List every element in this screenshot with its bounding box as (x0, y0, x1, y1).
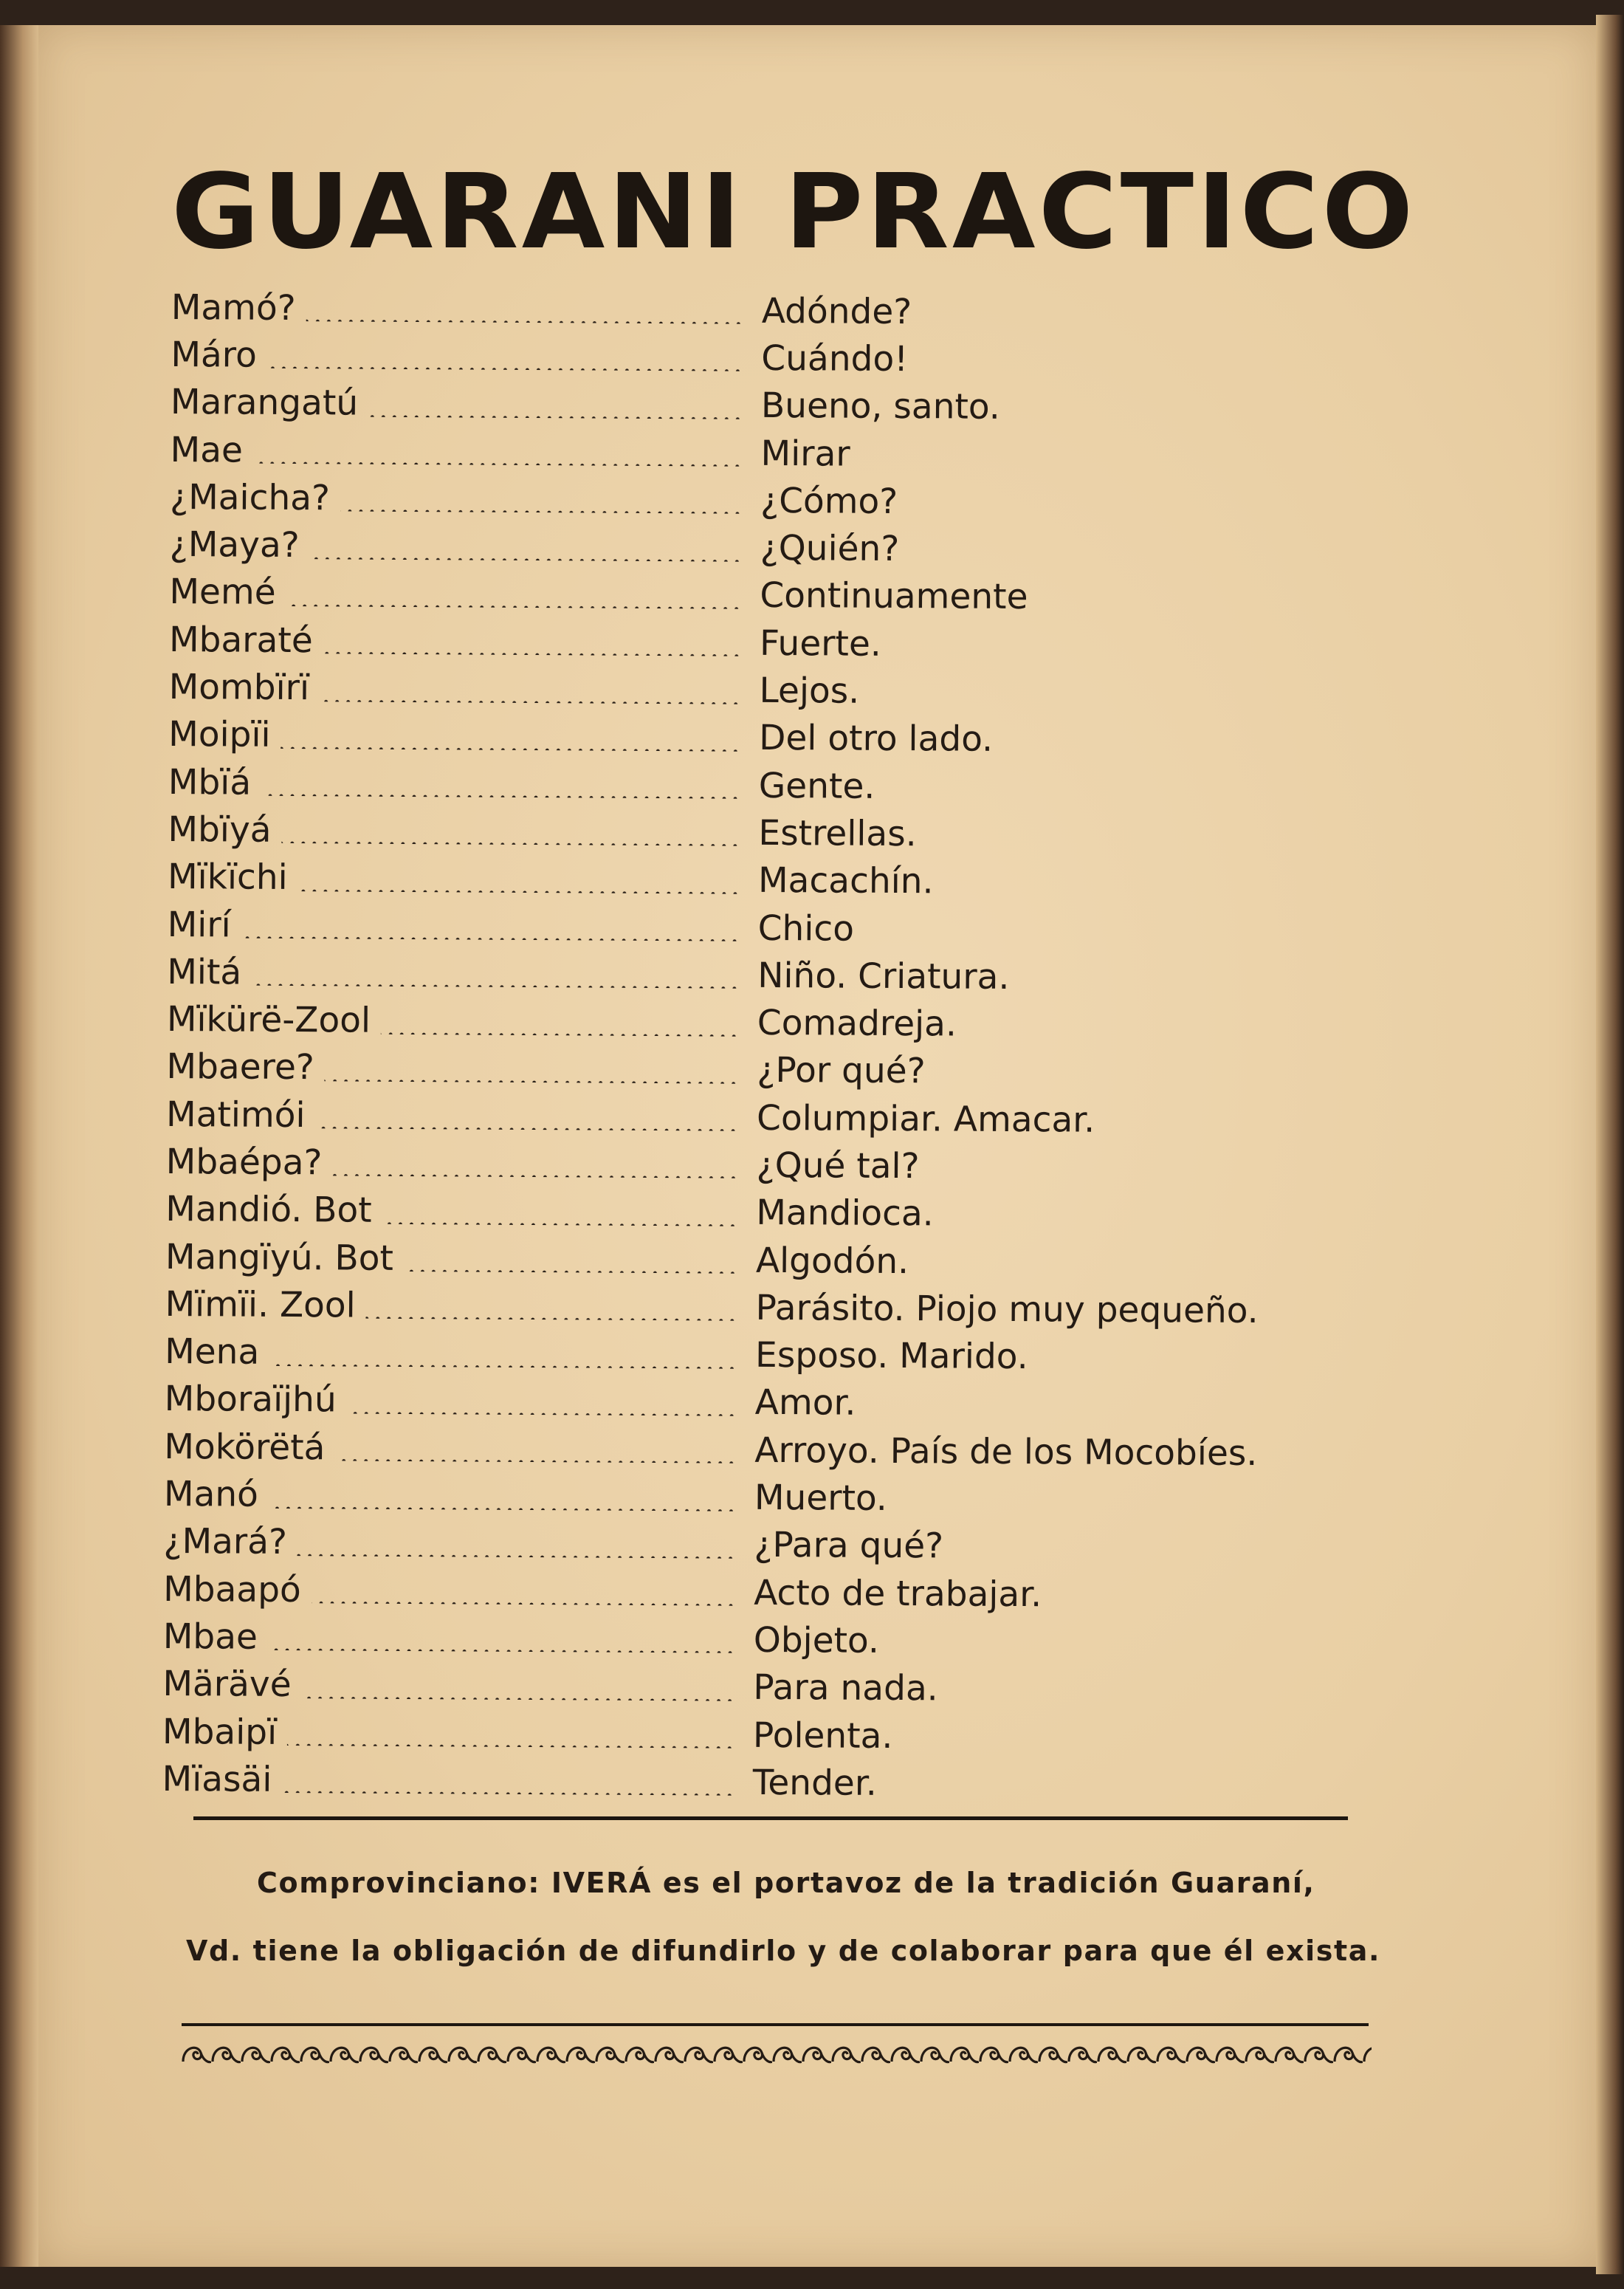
dot-leader (261, 781, 741, 799)
entry-term: Marangatú (170, 382, 359, 424)
dot-leader (252, 971, 740, 989)
entry-meaning: Muerto. (754, 1477, 888, 1520)
dot-leader (269, 1351, 737, 1369)
glossary-entry (165, 1376, 1360, 1430)
entry-meaning: Columpiar. Amacar. (756, 1097, 1095, 1141)
entry-meaning: Mirar (760, 433, 850, 475)
dot-leader (315, 1113, 739, 1131)
glossary-entry (163, 1518, 1359, 1573)
entry-term: Mboraïjhú (164, 1379, 337, 1421)
entry-term: Mbaapó (163, 1568, 301, 1610)
glossary-entry (164, 1423, 1360, 1478)
entry-meaning: Bueno, santo. (760, 385, 1000, 428)
dot-leader (302, 1684, 736, 1701)
entry-meaning: Cuándo! (761, 337, 909, 380)
entry-term: Mïmïi. Zool (165, 1283, 356, 1326)
glossary-entry (170, 473, 1366, 528)
glossary-entry (171, 379, 1366, 433)
glossary-entry (166, 1138, 1362, 1192)
glossary-entry (166, 1043, 1362, 1098)
entry-meaning: Estrellas. (758, 812, 917, 855)
dot-leader (268, 1636, 736, 1653)
entry-meaning: Parásito. Piojo muy pequeño. (755, 1287, 1259, 1331)
entry-term: Mbaépa? (165, 1141, 323, 1184)
glossary-entry (164, 1470, 1360, 1525)
dot-leader (267, 354, 744, 371)
dot-leader (404, 1257, 738, 1274)
glossary-entry (169, 569, 1365, 623)
entry-term: Märävé (162, 1664, 292, 1706)
entry-term: Mïasäi (162, 1758, 272, 1800)
glossary-entry (170, 426, 1366, 481)
entry-meaning: ¿Quién? (760, 528, 900, 570)
entry-term: Mbaere? (166, 1046, 314, 1088)
entry-term: ¿Maya? (169, 524, 300, 566)
notice-line-1: Comprovinciano: IVERÁ es el portavoz de la tradición Guaraní, (257, 1867, 1315, 1899)
glossary-entry (167, 995, 1363, 1050)
right-page-edge (1596, 15, 1624, 2274)
glossary-entry (170, 521, 1366, 575)
dot-leader (335, 1447, 737, 1463)
glossary-entry (168, 901, 1363, 955)
entry-meaning: Acto de trabajar. (754, 1572, 1042, 1615)
entry-meaning: Amor. (754, 1382, 856, 1424)
glossary-entry (168, 663, 1364, 718)
entry-meaning: Chico (757, 907, 855, 950)
glossary-entry (171, 331, 1366, 385)
entry-meaning: Tender. (752, 1762, 877, 1804)
entry-meaning: ¿Para qué? (754, 1525, 944, 1567)
glossary-entry (165, 1186, 1361, 1240)
entry-term: Mirí (167, 904, 231, 946)
entry-term: Mbae (162, 1616, 258, 1658)
dot-leader (347, 1399, 737, 1415)
entry-term: Memé (169, 572, 276, 614)
dot-leader (366, 1304, 738, 1321)
entry-meaning: Algodón. (755, 1240, 909, 1282)
entry-term: Mbaraté (168, 619, 313, 661)
dot-leader (253, 449, 743, 467)
entry-meaning: Niño. Criatura. (757, 955, 1010, 998)
entry-term: Moipïi (168, 714, 271, 756)
entry-meaning: Para nada. (753, 1667, 938, 1709)
glossary-entry (162, 1755, 1358, 1810)
dot-leader (382, 1209, 739, 1226)
glossary-list (162, 284, 1367, 1810)
entry-term: Mokörëtá (164, 1426, 326, 1469)
glossary-entry (168, 711, 1364, 766)
dot-leader (269, 1493, 737, 1511)
dot-leader (287, 1731, 735, 1749)
entry-meaning: ¿Qué tal? (756, 1144, 920, 1187)
dot-leader (281, 734, 741, 752)
dot-leader (332, 1161, 738, 1178)
entry-term: Mena (164, 1331, 260, 1373)
glossary-entry (163, 1613, 1359, 1667)
entry-term: Manó (163, 1474, 259, 1515)
entry-term: Mamó? (171, 286, 296, 329)
divider-rule-top (193, 1816, 1348, 1820)
glossary-entry (169, 616, 1365, 670)
glossary-entry (165, 1328, 1360, 1383)
entry-term: Mbaipï (162, 1711, 278, 1753)
glossary-entry (168, 758, 1364, 813)
dot-leader (306, 306, 744, 324)
entry-term: Matimói (165, 1094, 306, 1136)
glossary-entry (168, 854, 1363, 908)
dot-leader (368, 402, 743, 419)
entry-meaning: ¿Cómo? (760, 480, 898, 522)
glossary-entry (167, 948, 1363, 1003)
dot-leader (325, 1066, 740, 1083)
entry-meaning: Arroyo. País de los Mocobíes. (754, 1430, 1258, 1474)
entry-meaning: Fuerte. (759, 622, 881, 665)
entry-meaning: Esposo. Marido. (754, 1335, 1028, 1378)
dot-leader (282, 1778, 734, 1796)
entry-term: ¿Maicha? (170, 476, 331, 519)
glossary-entry (162, 1661, 1358, 1715)
entry-term: Máro (171, 334, 257, 376)
entry-term: Mae (170, 429, 244, 471)
glossary-entry (168, 806, 1363, 860)
entry-meaning: Del otro lado. (759, 718, 994, 761)
left-page-edge (0, 25, 38, 2267)
entry-meaning: Adónde? (761, 290, 912, 332)
notice-line-2: Vd. tiene la obligación de difundirlo y de colaborar para que él exista. (186, 1935, 1380, 1967)
page-title: GUARANI PRACTICO (171, 152, 1417, 272)
entry-meaning: ¿Por qué? (757, 1050, 926, 1092)
entry-term: Mïkürë-Zool (166, 999, 371, 1041)
dot-leader (381, 1019, 740, 1036)
entry-term: Mangïyú. Bot (165, 1236, 394, 1279)
dot-leader (312, 1588, 737, 1606)
entry-meaning: Gente. (758, 765, 875, 807)
entry-term: Mbïá (168, 761, 252, 803)
glossary-entry (165, 1280, 1360, 1335)
dot-leader (323, 639, 742, 656)
entry-term: Mandió. Bot (165, 1189, 372, 1231)
ornamental-border (182, 2039, 1372, 2069)
dot-leader (286, 591, 743, 609)
entry-term: ¿Mará? (163, 1521, 288, 1563)
entry-meaning: Lejos. (759, 670, 860, 712)
dot-leader (241, 924, 740, 941)
entry-meaning: Objeto. (753, 1619, 880, 1661)
dot-leader (298, 876, 741, 894)
dot-leader (320, 687, 742, 704)
entry-meaning: Macachín. (757, 860, 934, 902)
entry-meaning: Comadreja. (757, 1002, 957, 1045)
entry-meaning: Mandioca. (756, 1192, 934, 1235)
entry-term: Mbïyá (168, 809, 272, 851)
dot-leader (297, 1541, 737, 1559)
entry-term: Mitá (167, 951, 242, 993)
glossary-entry (171, 284, 1367, 338)
glossary-entry (162, 1708, 1358, 1763)
dot-leader (310, 544, 743, 562)
divider-rule-bottom (182, 2023, 1369, 2026)
glossary-entry (166, 1091, 1362, 1145)
dot-leader (340, 497, 743, 514)
dot-leader (281, 828, 740, 846)
glossary-entry (165, 1233, 1361, 1288)
entry-meaning: Polenta. (752, 1715, 893, 1757)
entry-term: Mombïrï (168, 667, 310, 709)
glossary-entry (163, 1565, 1359, 1620)
entry-meaning: Continuamente (760, 575, 1028, 618)
entry-term: Mïkïchi (167, 857, 288, 899)
